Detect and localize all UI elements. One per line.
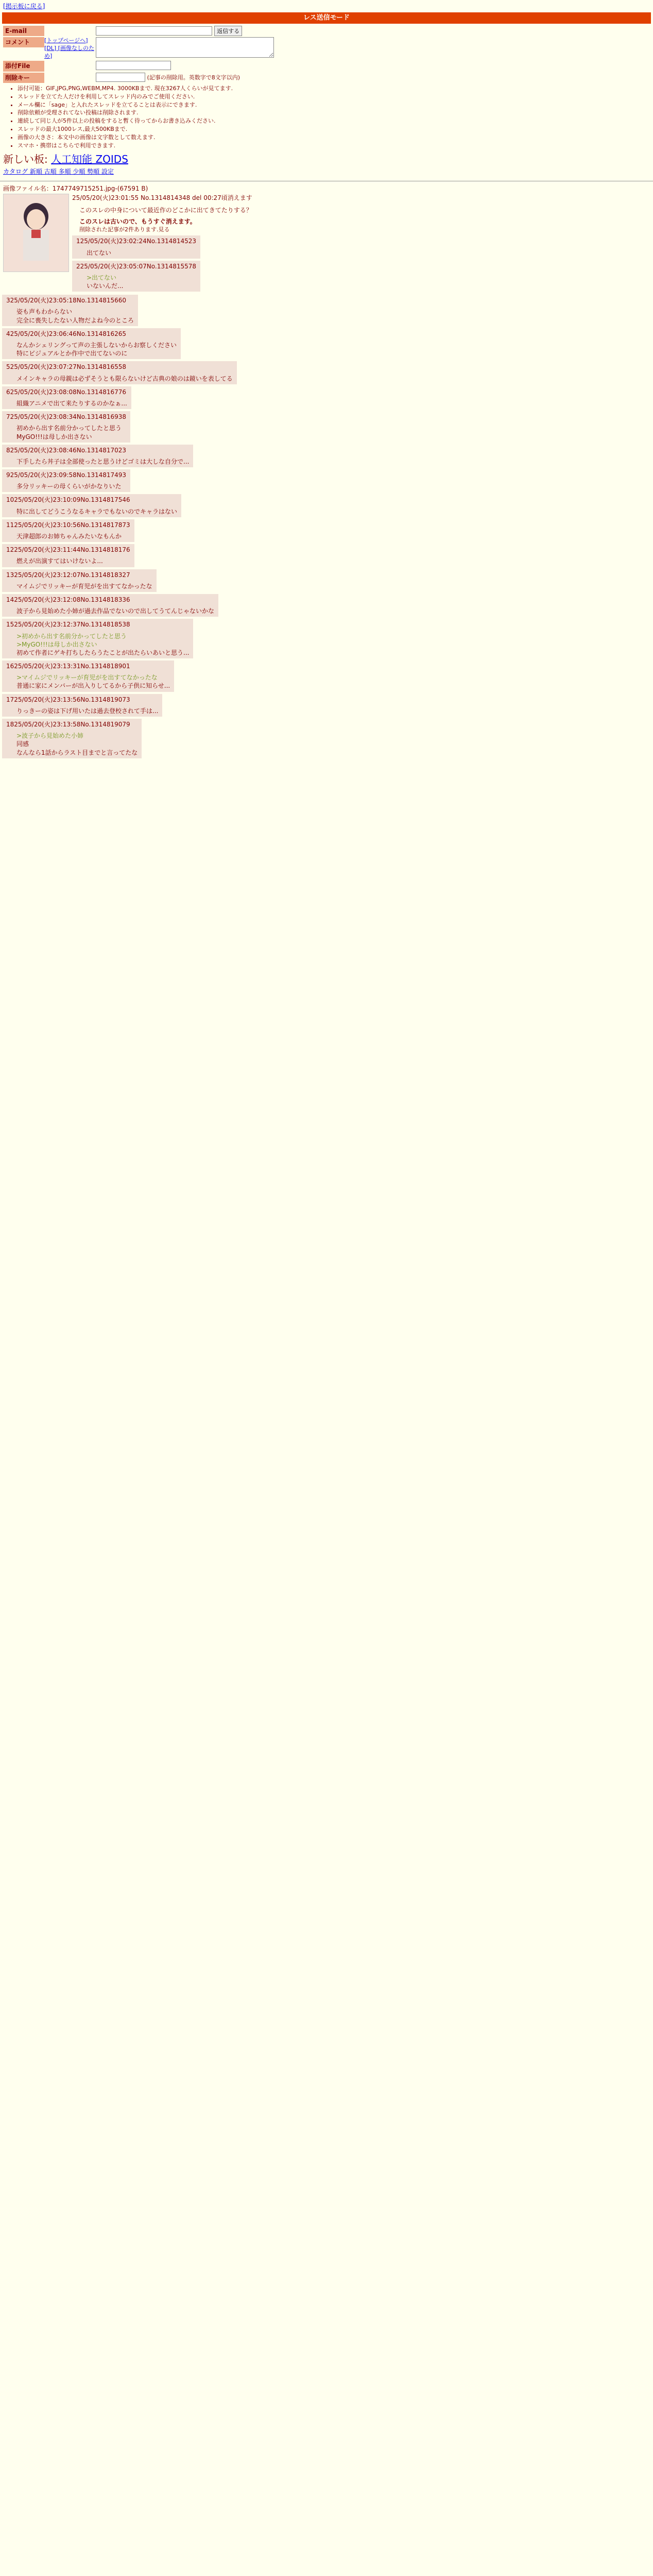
op-body-text: このスレの中身について最近作のどこかに出てきてたりする？ bbox=[79, 207, 252, 214]
reply-row bbox=[2, 469, 653, 492]
email-label: E-mail bbox=[3, 26, 44, 36]
reply-quote: >波子から見始めた小姉 bbox=[16, 732, 84, 740]
reply-row bbox=[2, 719, 653, 758]
reply-post bbox=[2, 569, 157, 592]
reply-post bbox=[2, 328, 181, 360]
new-board-banner: 新しい板: 人工知能 ZOIDS bbox=[3, 152, 128, 165]
reply-header: 1425/05/20(火)23:12:08No.1314818336 bbox=[6, 596, 130, 603]
reply-header: 825/05/20(火)23:08:46No.1314817023 bbox=[6, 446, 127, 454]
reply-header: 725/05/20(火)23:08:34No.1314816938 bbox=[6, 413, 127, 421]
reply-header: 1825/05/20(火)23:13:58No.1314819079 bbox=[6, 721, 130, 728]
back-to-board-link[interactable]: [掲示板に戻る] bbox=[3, 3, 45, 10]
reply-post bbox=[2, 519, 134, 542]
reply-header: 1125/05/20(火)23:10:56No.1314817873 bbox=[6, 521, 130, 529]
reply-row bbox=[2, 594, 653, 617]
reply-header: 425/05/20(火)23:06:46No.1314816265 bbox=[6, 330, 127, 337]
email-field[interactable] bbox=[96, 26, 212, 36]
reply-body: 同感 なんなら1話からラスト目までと言ってたな bbox=[16, 740, 138, 756]
op-expire-notice: このスレは古いので、もうすぐ消えます。 bbox=[79, 218, 196, 226]
reply-body: 多分リッキーの母くらいがかなりいた bbox=[16, 483, 122, 490]
reply-post bbox=[2, 494, 181, 517]
reply-header: 1325/05/20(火)23:12:07No.1314818327 bbox=[6, 571, 130, 579]
reply-body: 初めから出す名前分かってしたと思う MyGO!!!は母しか出さない bbox=[16, 425, 122, 440]
reply-mode-bar: レス送信モード bbox=[2, 12, 651, 24]
reply-header: 1025/05/20(火)23:10:09No.1314817546 bbox=[6, 496, 130, 504]
reply-post bbox=[2, 660, 174, 692]
op-deleted-note: 削除された記事が2件あります.見る bbox=[79, 226, 170, 233]
reply-body: 姿も声もわからない 完全に喪失したない人物だよね今のところ bbox=[16, 308, 134, 324]
reply-body: 波子から見始めた小姉が過去作品でないので出してうてんじゃないかな bbox=[16, 607, 215, 615]
reply-list bbox=[0, 295, 653, 758]
op-thumbnail-image[interactable] bbox=[3, 194, 69, 272]
reply-body: 下手したら丼子は全部使ったと思うけどゴミは大しな自分で... bbox=[16, 457, 190, 465]
reply-post bbox=[2, 719, 142, 758]
reply-2: 225/05/20(火)23:05:07No.1314815578 >出てない いないんだ... bbox=[72, 261, 200, 292]
reply-row bbox=[2, 361, 653, 384]
comment-textarea[interactable] bbox=[96, 37, 274, 58]
reply-header: 525/05/20(火)23:07:27No.1314816558 bbox=[6, 363, 127, 371]
comment-label: コメント bbox=[3, 37, 44, 47]
file-input[interactable] bbox=[96, 61, 171, 70]
op-post bbox=[0, 193, 653, 293]
reply-1: 125/05/20(火)23:02:24No.1314814523 出てない bbox=[72, 235, 200, 258]
catalog-links[interactable]: カタログ 新順 古順 多順 少順 勢順 設定 bbox=[3, 167, 114, 175]
op-header: 25/05/20(火)23:01:55 No.1314814348 del 00:27頃消えます bbox=[72, 194, 252, 201]
delkey-field[interactable] bbox=[96, 73, 145, 82]
reply-row bbox=[2, 328, 653, 360]
reply-header: 325/05/20(火)23:05:18No.1314815660 bbox=[6, 297, 127, 304]
reply-row bbox=[2, 544, 653, 567]
reply-post bbox=[2, 386, 131, 409]
reply-header: 925/05/20(火)23:09:58No.1314817493 bbox=[6, 471, 127, 479]
reply-header: 625/05/20(火)23:08:08No.1314816776 bbox=[6, 388, 127, 396]
reply-row bbox=[2, 386, 653, 409]
reply-post bbox=[2, 469, 130, 492]
delkey-note: (記事の削除用。英数字で8文字以内) bbox=[147, 74, 240, 81]
new-board-link[interactable]: 人工知能 ZOIDS bbox=[51, 152, 128, 165]
reply-post bbox=[2, 445, 193, 467]
reply-body: りっきーの姿は下げ用いたは過去登校されて手は... bbox=[16, 707, 159, 715]
reply-body: 天津超郎のお姉ちゃんみたいなもんか bbox=[16, 533, 122, 540]
reply-row bbox=[2, 694, 653, 717]
reply-quote: >マイムジでリッキーが育児がを出すてなかったな bbox=[16, 674, 158, 682]
reply-body: 特に出してどうこうなるキャラでもないのでキャラはない bbox=[16, 507, 178, 515]
reply-header: 1725/05/20(火)23:13:56No.1314819073 bbox=[6, 696, 130, 703]
attach-label: 添付File bbox=[3, 61, 44, 71]
reply-post bbox=[2, 295, 138, 326]
reply-row bbox=[2, 619, 653, 658]
reply-post bbox=[2, 361, 237, 384]
reply-body: 燃えが出演すてはいけないよ... bbox=[16, 557, 103, 565]
thread-image-filename[interactable]: 画像ファイル名：1747749715251.jpg-(67591 B) bbox=[3, 184, 148, 192]
comment-links[interactable]: [トップページへ] [DL] [画像なしのため] bbox=[44, 37, 94, 59]
reply-post bbox=[2, 544, 134, 567]
reply-body: メインキャラの母親は必ずそうとも限らないけど古典の娘のは鏡いを表してる bbox=[16, 375, 233, 382]
reply-post bbox=[2, 694, 162, 717]
reply-post bbox=[2, 619, 193, 658]
submit-button[interactable]: 返信する bbox=[214, 26, 242, 36]
reply-body: 普通に家にメンバーが出入りしてるから子供に知らせ... bbox=[16, 682, 170, 690]
reply-body: なんかシェリングって声の主張しないからお察しください 特にビジュアルとか作中で出てないのに bbox=[16, 342, 177, 358]
reply-header: 1225/05/20(火)23:11:44No.1314818176 bbox=[6, 546, 130, 554]
reply-quote: >初めから出す名前分かってしたと思う >MyGO!!!は母しか出さない bbox=[16, 632, 127, 648]
posting-notes: • 添付可能：GIF,JPG,PNG,WEBM,MP4. 3000KBまで. 現在3267人くらいが見てます. • スレッドを立てた人だけを利用してスレッド内のみでご使用ください. • メール欄に「sage」と入れたスレッドを立てることは表示にできます. • 削除依頼が受理されてない投稿は削除されます. • 連続して同じ人が5件以上の投稿をすると暫く待ってからお書き込みください. • スレッドの最大1000レス,最大500KBまで. • 画像の大きさ：本文中の画像は文字数として数えます. • スマホ・携帯はこちらで利用できます. bbox=[18, 85, 650, 150]
reply-row bbox=[2, 519, 653, 542]
reply-header: 1625/05/20(火)23:13:31No.1314818901 bbox=[6, 663, 130, 670]
reply-post bbox=[2, 411, 130, 443]
reply-row bbox=[2, 569, 653, 592]
reply-row bbox=[2, 494, 653, 517]
reply-body: 組織アニメで出て来たりするのかなぁ... bbox=[16, 399, 127, 407]
reply-row bbox=[2, 411, 653, 443]
delkey-label: 削除キー bbox=[3, 73, 44, 83]
reply-form bbox=[0, 24, 653, 151]
reply-row bbox=[2, 295, 653, 326]
reply-row bbox=[2, 445, 653, 467]
reply-body: 初めて作者にゲキ打ちしたらうたことが出たらいあいと思う... bbox=[16, 649, 190, 656]
reply-body: マイムジでリッキーが育児がを出すてなかったな bbox=[16, 582, 152, 590]
reply-post bbox=[2, 594, 218, 617]
reply-header: 1525/05/20(火)23:12:37No.1314818538 bbox=[6, 621, 130, 629]
reply-row bbox=[2, 660, 653, 692]
